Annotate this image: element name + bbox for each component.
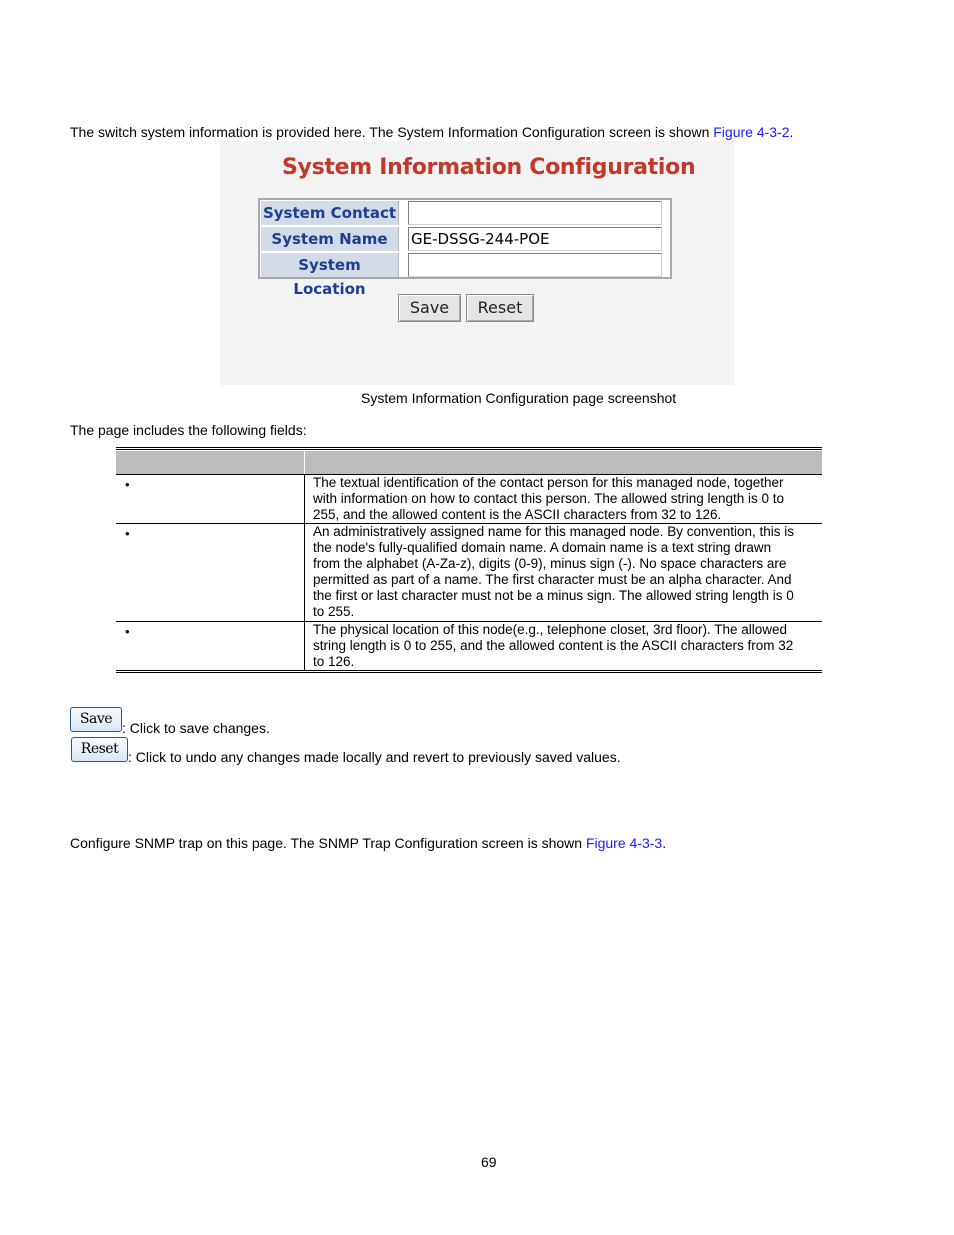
config-screenshot — [220, 141, 734, 385]
reset-button[interactable]: Reset — [466, 294, 534, 322]
column-divider — [304, 622, 305, 670]
system-location-input[interactable] — [408, 253, 662, 277]
legend-reset-button[interactable]: Reset — [71, 737, 128, 762]
header-divider — [304, 451, 305, 474]
figure-link[interactable]: Figure 4-3-3 — [585, 835, 663, 851]
intro-end: . — [789, 124, 794, 140]
system-contact-row — [260, 200, 670, 226]
bullet: • — [125, 477, 130, 492]
system-name-label: System Name — [261, 227, 399, 251]
fields-intro: The page includes the following fields: — [70, 422, 307, 438]
desc-line: string length is 0 to 255, and the allowed content is the ASCII characters from 32 — [313, 638, 794, 653]
config-form-table — [258, 198, 672, 298]
legend-save-button[interactable]: Save — [70, 707, 122, 732]
row-description — [313, 524, 818, 620]
row-description — [313, 475, 818, 523]
table-row — [116, 474, 822, 523]
desc-line: The textual identification of the contact person for this managed node, together — [313, 475, 784, 490]
bullet: • — [125, 526, 130, 541]
page-number: 69 — [481, 1154, 497, 1170]
config-title: System Information Configuration — [282, 155, 696, 180]
system-location-label: System Location — [261, 253, 399, 277]
desc-line: the node's fully-qualified domain name. A domain name is a text string drawn — [313, 540, 772, 555]
desc-line: the first or last character must not be a minus sign. The allowed string length is 0 — [313, 588, 794, 603]
column-divider — [304, 475, 305, 523]
legend-save-text: : Click to save changes. — [122, 720, 270, 736]
desc-line: with information on how to contact this person. The allowed string length is 0 to — [313, 491, 785, 506]
table-header — [116, 451, 822, 474]
system-name-input[interactable]: GE-DSSG-244-POE — [408, 227, 662, 251]
desc-line: to 126. — [313, 654, 355, 669]
snmp-text: Configure SNMP trap on this page. The SNMP Trap Configuration screen is shown — [70, 835, 586, 851]
desc-line: from the alphabet (A-Za-z), digits (0-9), minus sign (-). No space characters are — [313, 556, 787, 571]
snmp-end: . — [662, 835, 667, 851]
table-top-rule — [116, 447, 822, 450]
bullet: • — [125, 624, 130, 639]
desc-line: to 255. — [313, 604, 355, 619]
figure-caption: System Information Configuration page screenshot — [361, 390, 677, 406]
system-name-row — [260, 226, 670, 252]
system-contact-label: System Contact — [261, 201, 399, 225]
desc-line: An administratively assigned name for this managed node. By convention, this is — [313, 524, 795, 539]
table-bottom-rule — [116, 670, 822, 673]
table-row — [116, 523, 822, 621]
column-divider — [304, 524, 305, 621]
desc-line: permitted as part of a name. The first character must be an alpha character. And — [313, 572, 792, 587]
system-location-row — [260, 252, 670, 298]
intro-paragraph — [70, 124, 793, 140]
row-description — [313, 622, 818, 670]
desc-line: 255, and the allowed content is the ASCII characters from 32 to 126. — [313, 507, 722, 522]
table-row — [116, 621, 822, 670]
snmp-paragraph — [70, 835, 666, 851]
intro-text: The switch system information is provided here. The System Information Configuration screen is shown — [70, 124, 714, 140]
figure-link[interactable]: Figure 4-3-2 — [713, 124, 790, 140]
system-contact-input[interactable] — [408, 201, 662, 225]
legend-reset-text: : Click to undo any changes made locally and revert to previously saved values. — [128, 749, 621, 765]
save-button[interactable]: Save — [398, 294, 461, 322]
desc-line: The physical location of this node(e.g., telephone closet, 3rd floor). The allowed — [313, 622, 788, 637]
